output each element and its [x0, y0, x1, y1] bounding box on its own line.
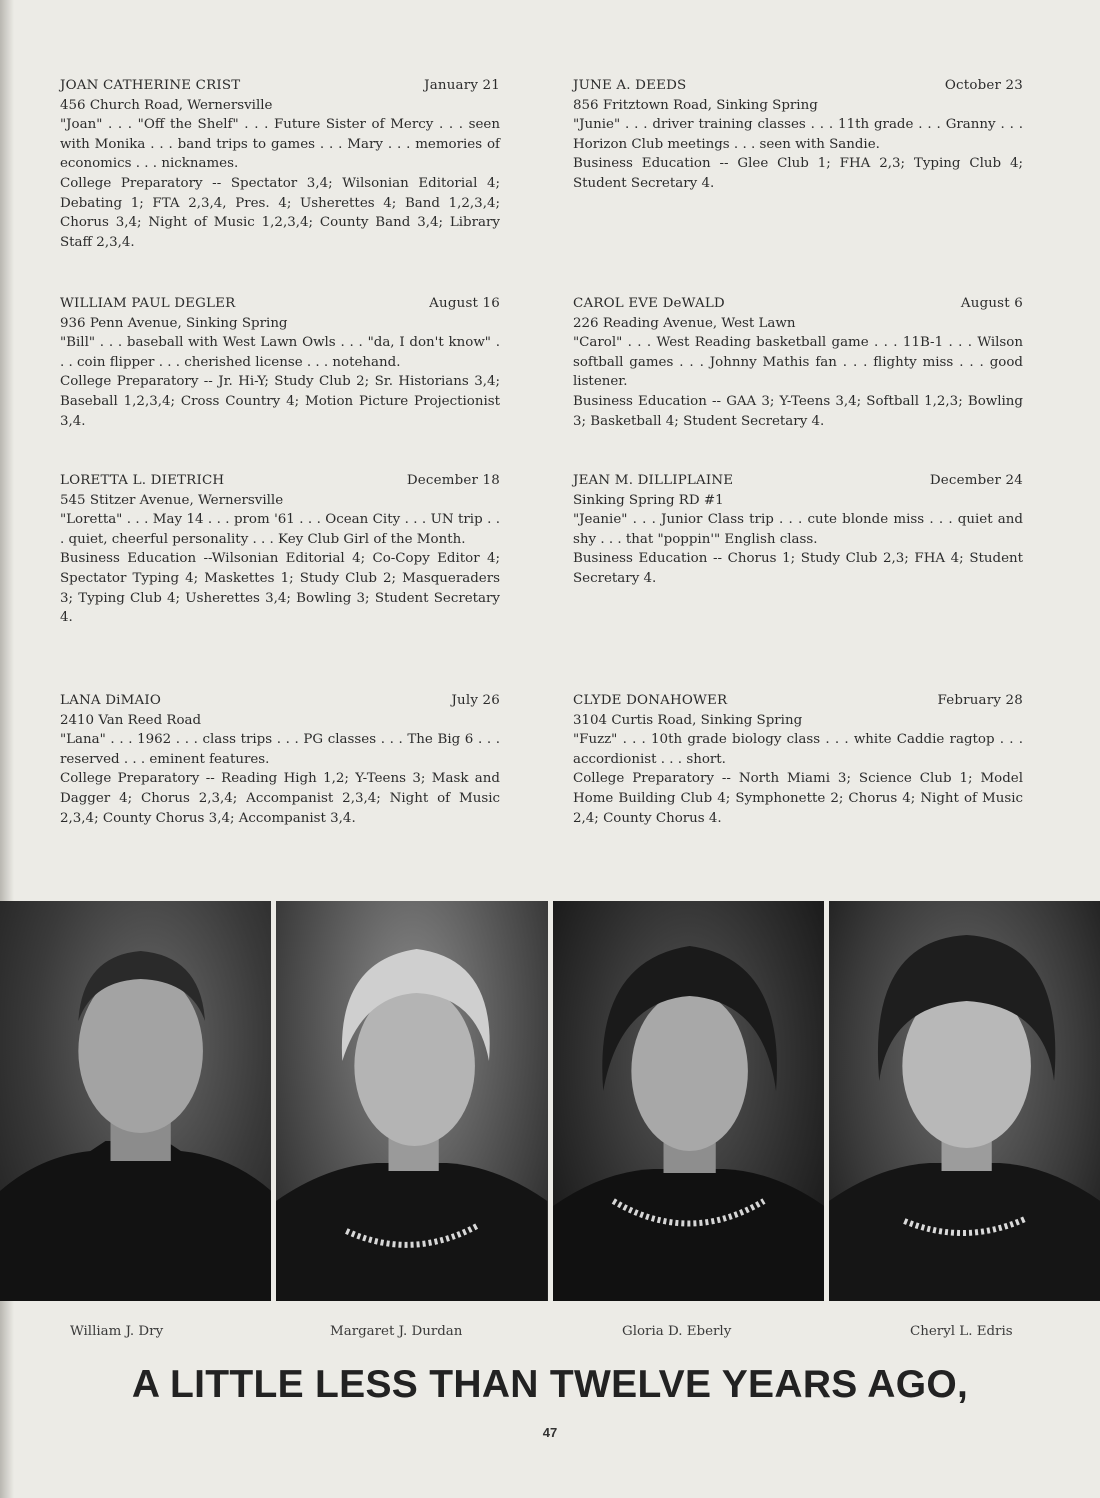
- senior-entry: [573, 76, 1023, 194]
- photo-caption: Margaret J. Durdan: [330, 1324, 463, 1339]
- student-birthday: August 16: [429, 296, 500, 311]
- student-activities: Business Education --Wilsonian Editorial 4; Co-Copy Editor 4; Spectator Typing 4; Maskettes 1; Study Club 2; Masqueraders 3; Typing Club 4; Usherettes 3,4; Bowling 3; Student Secretary 4.: [60, 551, 500, 626]
- student-birthday: December 18: [406, 473, 500, 488]
- student-name: JOAN CATHERINE CRIST: [60, 78, 241, 93]
- senior-entry: [573, 691, 1023, 828]
- student-address: 456 Church Road, Wernersville: [60, 97, 273, 113]
- senior-entry: [60, 76, 500, 252]
- student-birthday: July 26: [451, 693, 500, 708]
- student-birthday: February 28: [937, 693, 1023, 708]
- student-name: JUNE A. DEEDS: [573, 78, 687, 93]
- student-activities: Business Education -- Chorus 1; Study Club 2,3; FHA 4; Student Secretary 4.: [573, 551, 1023, 586]
- portrait-photo: [829, 901, 1100, 1301]
- student-activities: College Preparatory -- Spectator 3,4; Wilsonian Editorial 4; Debating 1; FTA 2,3,4, Pres. 4; Usherettes 4; Band 1,2,3,4; Chorus 3,4; Night of Music 1,2,3,4; County Band 3,4; Library Staff 2,3,4.: [60, 175, 500, 250]
- senior-entry: [60, 294, 500, 431]
- student-address: 545 Stitzer Avenue, Wernersville: [60, 492, 284, 508]
- student-name: CLYDE DONAHOWER: [573, 693, 728, 708]
- student-address: Sinking Spring RD #1: [573, 492, 724, 508]
- student-address: 2410 Van Reed Road: [60, 712, 202, 728]
- senior-entry: [573, 471, 1023, 589]
- student-activities: College Preparatory -- North Miami 3; Science Club 1; Model Home Building Club 4; Symphonette 2; Chorus 4; Night of Music 2,4; County Chorus 4.: [573, 771, 1023, 826]
- student-quotes: "Joan" . . . "Off the Shelf" . . . Future Sister of Mercy . . . seen with Monika . . . band trips to games . . . Mary . . . memories of economics . . . nicknames.: [60, 117, 500, 172]
- student-birthday: August 6: [960, 296, 1023, 311]
- student-activities: Business Education -- Glee Club 1; FHA 2,3; Typing Club 4; Student Secretary 4.: [573, 156, 1023, 191]
- student-quotes: "Carol" . . . West Reading basketball game . . . 11B-1 . . . Wilson softball games . . . Johnny Mathis fan . . . flighty miss . . . good listener.: [573, 335, 1023, 390]
- student-address: 856 Fritztown Road, Sinking Spring: [573, 97, 818, 113]
- student-activities: College Preparatory -- Reading High 1,2; Y-Teens 3; Mask and Dagger 4; Chorus 2,3,4; Accompanist 2,3,4; Night of Music 2,3,4; County Chorus 3,4; Accompanist 3,4.: [60, 771, 500, 826]
- student-activities: Business Education -- GAA 3; Y-Teens 3,4; Softball 1,2,3; Bowling 3; Basketball 4; Student Secretary 4.: [573, 393, 1023, 429]
- senior-entry: [573, 294, 1023, 431]
- student-birthday: December 24: [929, 473, 1023, 488]
- student-quotes: "Junie" . . . driver training classes . . . 11th grade . . . Granny . . . Horizon Club meetings . . . seen with Sandie.: [573, 117, 1023, 152]
- senior-entry: [60, 691, 500, 828]
- portrait-silhouette: [276, 901, 547, 1301]
- student-quotes: "Fuzz" . . . 10th grade biology class . . . white Caddie ragtop . . . accordionist . . . short.: [573, 732, 1023, 767]
- student-name: WILLIAM PAUL DEGLER: [60, 296, 236, 311]
- student-address: 226 Reading Avenue, West Lawn: [573, 315, 796, 331]
- student-birthday: January 21: [424, 78, 500, 93]
- student-quotes: "Bill" . . . baseball with West Lawn Owls . . . "da, I don't know" . . . coin flipper . . . cherished license . . . notehand.: [60, 335, 500, 370]
- portrait-silhouette: [553, 901, 824, 1301]
- portrait-silhouette: [0, 901, 271, 1301]
- student-address: 936 Penn Avenue, Sinking Spring: [60, 315, 288, 331]
- student-name: CAROL EVE DeWALD: [573, 296, 725, 311]
- portrait-silhouette: [829, 901, 1100, 1301]
- page-number: 47: [542, 1425, 558, 1440]
- student-name: LANA DiMAIO: [60, 693, 162, 708]
- page-headline: A LITTLE LESS THAN TWELVE YEARS AGO,: [131, 1363, 969, 1406]
- student-quotes: "Lana" . . . 1962 . . . class trips . . . PG classes . . . The Big 6 . . . reserved . . . eminent features.: [60, 732, 500, 767]
- portrait-photo: [553, 901, 824, 1301]
- photo-caption: Gloria D. Eberly: [622, 1324, 732, 1339]
- student-birthday: October 23: [944, 78, 1023, 93]
- student-name: JEAN M. DILLIPLAINE: [573, 473, 734, 488]
- portrait-photo: [276, 901, 547, 1301]
- photo-caption: Cheryl L. Edris: [910, 1324, 1013, 1339]
- student-quotes: "Loretta" . . . May 14 . . . prom '61 . . . Ocean City . . . UN trip . . . quiet, cheerful personality . . . Key Club Girl of the Month.: [60, 512, 500, 547]
- student-address: 3104 Curtis Road, Sinking Spring: [573, 712, 803, 728]
- student-activities: College Preparatory -- Jr. Hi-Y; Study Club 2; Sr. Historians 3,4; Baseball 1,2,3,4; Cross Country 4; Motion Picture Projectionist 3,4.: [60, 374, 500, 429]
- photo-caption: William J. Dry: [70, 1324, 164, 1339]
- portrait-strip: [0, 901, 1100, 1301]
- senior-entry: [60, 471, 500, 628]
- student-name: LORETTA L. DIETRICH: [60, 473, 225, 488]
- portrait-photo: [0, 901, 271, 1301]
- student-quotes: "Jeanie" . . . Junior Class trip . . . cute blonde miss . . . quiet and shy . . . that "poppin'" English class.: [573, 512, 1023, 547]
